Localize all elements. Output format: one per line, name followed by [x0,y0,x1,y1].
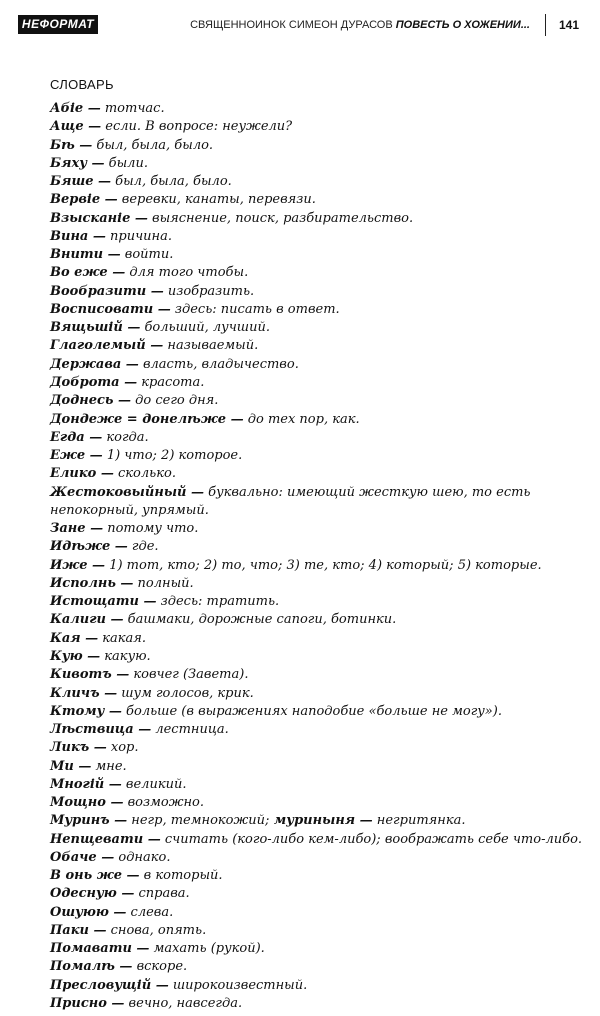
glossary-definition: вскоре. [132,959,188,975]
glossary-definition: красота. [137,374,205,390]
glossary-entry [50,118,585,136]
glossary-term: Бяше — [50,174,112,190]
glossary-definition: мне. [91,758,127,774]
glossary-definition: веревки, канаты, перевязи. [117,192,316,208]
glossary-entry [50,849,585,867]
glossary-entry [50,940,585,958]
glossary-entry [50,301,585,319]
glossary-definition: считать (кого-либо кем-либо); воображать себе что-либо. [160,831,583,847]
glossary-entry [50,739,585,757]
glossary-definition: называемый. [163,338,259,354]
glossary-definition: 1) что; 2) которое. [102,448,243,464]
glossary-entry [50,392,585,410]
glossary-definition: изобразить. [163,283,255,299]
glossary-definition: вечно, навсегда. [124,996,243,1012]
glossary-entry [50,374,585,392]
glossary-entry [50,611,585,629]
running-header [0,0,600,50]
glossary-definition: ковчег (Завета). [129,667,249,683]
glossary-term: Помавати — [50,941,150,957]
glossary-list [50,100,585,1013]
glossary-definition: возможно. [123,795,205,811]
glossary-entry [50,557,585,575]
glossary-term: Присно — [50,996,125,1012]
book-title: ПОВЕСТЬ О ХОЖЕНИИ... [395,19,530,31]
glossary-definition: снова, опять. [106,922,207,938]
glossary-term: Вина — [50,228,106,244]
glossary-entry [50,666,585,684]
glossary-title: СЛОВАРЬ [50,77,114,92]
glossary-term: Мощно — [50,795,124,811]
running-head [190,17,530,33]
glossary-term: Держава — [50,356,139,372]
glossary-entry [50,977,585,995]
glossary-entry [50,447,585,465]
glossary-term: Непщевати — [50,831,161,847]
glossary-term: Помалѣ — [50,959,133,975]
glossary-entry [50,958,585,976]
glossary-entry [50,630,585,648]
glossary-entry [50,283,585,301]
glossary-entry [50,831,585,849]
glossary-definition: широкоизвестный. [168,977,308,993]
glossary-definition: сколько. [113,466,176,482]
glossary-entry [50,155,585,173]
glossary-definition: хор. [106,740,139,756]
glossary-term: Доброта — [50,374,138,390]
glossary-entry [50,337,585,355]
glossary-term: Вообразити — [50,283,164,299]
glossary-definition: причина. [105,228,172,244]
glossary-term: Ошуюю — [50,904,127,920]
glossary-term: Вервіе — [50,192,118,208]
glossary-term: Иже — [50,557,106,573]
glossary-definition: для того чтобы. [125,265,249,281]
glossary-term: Калиги — [50,612,124,628]
glossary-entry [50,776,585,794]
glossary-definition: больший, лучший. [140,320,270,336]
glossary-term: Елико — [50,466,114,482]
glossary-definition: негритянка. [372,813,466,829]
glossary-term: Вящьшій — [50,320,141,336]
glossary-entry [50,411,585,429]
glossary-entry [50,885,585,903]
glossary-entry [50,721,585,739]
glossary-term: Идѣже — [50,539,128,555]
glossary-term: Зане — [50,521,104,537]
glossary-entry [50,758,585,776]
glossary-entry [50,137,585,155]
glossary-definition: выяснение, поиск, разбирательство. [147,210,414,226]
series-badge: НЕФОРМАТ [18,15,98,34]
glossary-entry [50,173,585,191]
glossary-entry [50,356,585,374]
glossary-term: Внити — [50,247,121,263]
glossary-term: Истощати — [50,594,157,610]
glossary-term: Абіе — [50,101,101,116]
glossary-term: Одесную — [50,886,135,902]
glossary-entry [50,264,585,282]
glossary-term: Дондеже = донелѣже — [50,411,244,427]
glossary-definition: тотчас. [100,101,165,116]
glossary-term: Ктому — [50,703,122,719]
header-divider [545,14,546,36]
glossary-entry [50,995,585,1013]
author-name: СВЯЩЕННОИНОК СИМЕОН ДУРАСОВ [190,19,393,31]
glossary-definition: слева. [126,904,174,920]
glossary-definition: до сего дня. [131,393,219,409]
glossary-definition: до тех пор, как. [243,411,360,427]
glossary-entry [50,538,585,556]
glossary-term: муриныня — [269,813,373,829]
glossary-entry [50,867,585,885]
glossary-entry [50,685,585,703]
glossary-entry [50,484,585,521]
page-number: 141 [558,18,580,32]
glossary-definition: махать (рукой). [149,941,265,957]
glossary-definition: великий. [121,776,187,792]
glossary-term: Доднесь — [50,393,132,409]
glossary-entry [50,703,585,721]
glossary-term: Еже — [50,448,103,464]
glossary-entry [50,228,585,246]
glossary-term: Бяху — [50,155,105,171]
glossary-entry [50,520,585,538]
glossary-definition: власть, владычество. [138,356,299,372]
glossary-entry [50,812,585,830]
glossary-definition: потому что. [103,521,199,537]
glossary-entry [50,246,585,264]
glossary-term: Паки — [50,922,107,938]
glossary-entry [50,575,585,593]
glossary-definition: однако. [114,849,171,865]
glossary-term: Бѣ — [50,137,93,153]
glossary-definition: когда. [102,429,149,445]
glossary-definition: войти. [120,247,174,263]
glossary-term: Кличъ — [50,685,118,701]
glossary-entry [50,904,585,922]
glossary-term: Егда — [50,429,103,445]
glossary-definition: здесь: писать в ответ. [170,301,340,317]
glossary-term: Пресловущій — [50,977,169,993]
glossary-definition: какую. [100,648,151,664]
glossary-definition: буквально: имеющий жесткую шею, то есть непокорный, упрямый. [50,484,531,518]
glossary-definition: лестница. [151,722,229,738]
glossary-section [50,76,585,1013]
glossary-definition: полный. [133,575,194,591]
glossary-entry [50,191,585,209]
glossary-definition: шум голосов, крик. [117,685,254,701]
glossary-term: Кую — [50,648,101,664]
glossary-term: Кая — [50,630,99,646]
glossary-definition: где. [127,539,159,555]
glossary-term: В онь же — [50,868,140,884]
glossary-entry [50,319,585,337]
glossary-definition: башмаки, дорожные сапоги, ботинки. [123,612,397,628]
glossary-term: Жестоковыйный — [50,484,205,500]
glossary-term: Восписовати — [50,301,171,317]
glossary-definition: справа. [134,886,190,902]
glossary-definition: негр, темнокожий; [127,813,270,829]
glossary-term: Обаче — [50,849,115,865]
glossary-term: Многій — [50,776,122,792]
glossary-term: Аще — [50,119,102,135]
glossary-term: Исполнь — [50,575,134,591]
glossary-term: Ми — [50,758,92,774]
glossary-entry [50,794,585,812]
glossary-entry [50,465,585,483]
glossary-term: Кивотъ — [50,667,130,683]
glossary-entry [50,210,585,228]
glossary-entry [50,922,585,940]
glossary-entry [50,648,585,666]
glossary-term: Во еже — [50,265,126,281]
glossary-definition: 1) тот, кто; 2) то, что; 3) те, кто; 4) который; 5) которые. [105,557,542,573]
glossary-definition: в который. [139,868,223,884]
glossary-definition: были. [104,155,148,171]
glossary-term: Глаголемый — [50,338,164,354]
glossary-term: Лѣствица — [50,722,152,738]
glossary-definition: какая. [98,630,147,646]
glossary-definition: был, была, было. [92,137,214,153]
glossary-definition: был, была, было. [111,174,232,190]
glossary-entry [50,429,585,447]
glossary-entry [50,593,585,611]
glossary-term: Взысканіе — [50,210,148,226]
glossary-definition: если. В вопросе: неужели? [101,119,293,135]
glossary-entry [50,100,585,118]
glossary-term: Муринъ — [50,813,128,829]
glossary-definition: здесь: тратить. [156,594,280,610]
glossary-definition: больше (в выражениях наподобие «больше не могу»). [121,703,502,719]
glossary-term: Ликъ — [50,740,107,756]
